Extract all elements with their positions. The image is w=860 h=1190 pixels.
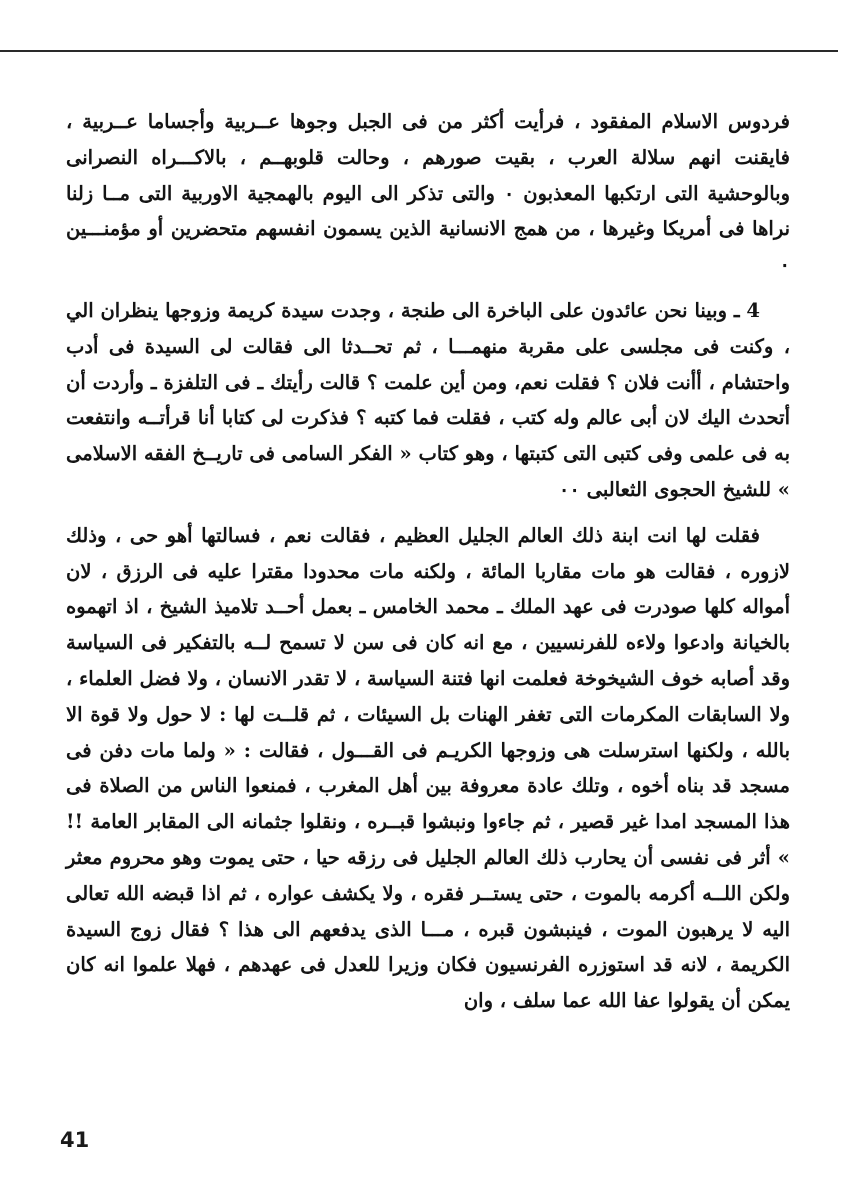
page-body (66, 104, 790, 1029)
paragraph-1: فردوس الاسلام المفقود ، فرأيت أكثر من فى الجبل وجوها عــربية وأجساما عــربية ، فايقنت انهم سلالة العرب ، بقيت صورهم ، وحالت قلوبهــم ، بالاكـــراه النصرانى وبالوحشية التى ارتكبها المعذبون ٠ والتى تذكر الى اليوم بالهمجية الاوربية التى مــا زلنا نراها فى أمريكا وغيرها ، من همج الانسانية الذين يسمون انفسهم متحضرين أو مؤمنـــين ٠ (66, 110, 790, 277)
header-rule (0, 50, 838, 52)
paragraph-3: فقلت لها انت ابنة ذلك العالم الجليل العظيم ، فقالت نعم ، فسالتها أهو حى ، وذلك لازوره ، فقالت هو مات مقاربا المائة ، ولكنه مات محدودا مقترا عليه فى الرزق ، لان أمواله كلها صودرت فى عهد الملك ـ محمد الخامس ـ بعمل أحــد تلاميذ الشيخ ، اذ اتهموه بالخيانة وادعوا ولاءه للفرنسيين ، مع انه كان فى سن لا تسمح لــه بالتفكير فى السياسة وقد أصابه خوف الشيخوخة فعلمت انها فتنة السياسة ، لا تقدر الانسان ، ولا فضل العلماء ، ولا السابقات المكرمات التى تغفر الهنات بل السيئات ، ثم قلــت لها : لا حول ولا قوة الا بالله ، ولكنها استرسلت هى وزوجها الكريـم فى القـــول ، فقالت : « ولما مات دفن فى مسجد قد بناه أخوه ، وتلك عادة معروفة بين أهل المغرب ، فمنعوا الناس من الصلاة فى هذا المسجد امدا غير قصير ، ثم جاءوا ونبشوا قبــره ، ونقلوا جثمانه الى المقابر العامة !! » أثر فى نفسى أن يحارب ذلك العالم الجليل فى رزقه حيا ، حتى يموت وهو محروم معثر ولكن اللــه أكرمه بالموت ، حتى يستــر فقره ، ولا يكشف عواره ، ثم اذا قبضه الله تعالى اليه لا يرهبون الموت ، فينبشون قبره ، مـــا الذى يدفعهم الى هذا ؟ فقال زوج السيدة الكريمة ، لانه قد استوزره الفرنسيون فكان وزيرا للعدل فى عهدهم ، فهلا علموا انه كان يمكن أن يقولوا عفا الله عما سلف ، وان (66, 523, 790, 1013)
paragraph-2: 4 ـ وبينا نحن عائدون على الباخرة الى طنجة ، وجدت سيدة كريمة وزوجها ينظران الي ، وكنت فى مجلسى على مقربة منهمـــا ، ثم تحــدثا الى فقالت لى السيدة فى أدب واحتشام ، أأنت فلان ؟ فقلت نعم، ومن أين علمت ؟ قالت رأيتك ـ فى التلفزة ـ وأردت أن أتحدث اليك لان أبى عالم وله كتب ، فقلت فما كتبه ؟ فذكرت لى كتابا أنا قرأتــه وانتفعت به فى علمى وفى كتبى التى كتبتها ، وهو كتاب « الفكر السامى فى تاريــخ الفقه الاسلامى » للشيخ الحجوى الثعالبى ٠٠ (66, 298, 790, 501)
page-number: 41 (60, 1128, 90, 1152)
